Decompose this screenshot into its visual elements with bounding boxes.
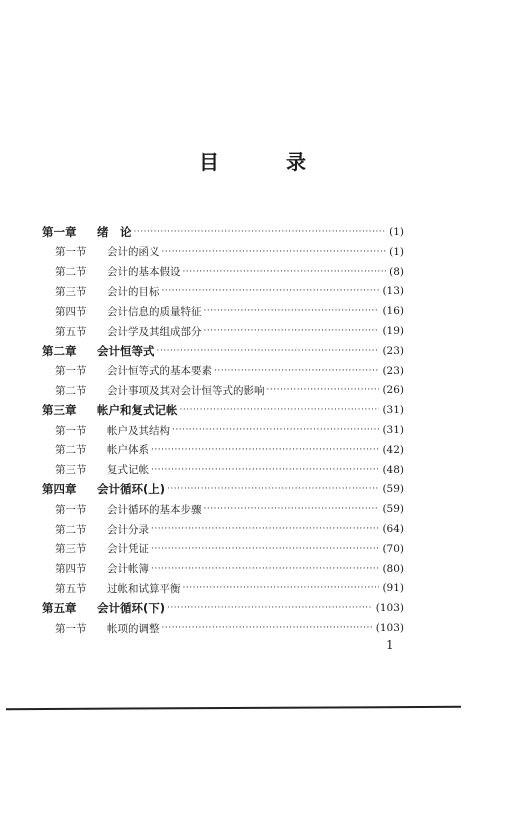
entry-number: 第二节 [55, 384, 87, 397]
entry-number: 第五节 [55, 325, 87, 338]
entry-number: 第五章 [42, 601, 77, 616]
entry-page: (31) [382, 424, 404, 436]
toc-section-entry [55, 321, 404, 341]
toc-section-entry [55, 301, 404, 321]
page-title: 目 录 [199, 150, 336, 174]
entry-title: 会计恒等式 [97, 343, 155, 358]
entry-title: 会计凭证 [107, 543, 149, 556]
entry-page: (8) [389, 265, 404, 278]
toc-section-entry [55, 559, 404, 579]
entry-page: (64) [382, 523, 404, 535]
dot-leader [180, 405, 380, 415]
entry-number: 第四章 [42, 482, 77, 497]
entry-page: (91) [382, 582, 404, 595]
entry-number: 第三节 [55, 543, 87, 556]
toc-section-entry [55, 281, 404, 301]
entry-number: 第一节 [55, 424, 87, 437]
toc-section-entry [55, 420, 404, 440]
toc-section-entry [55, 499, 404, 519]
entry-number: 第二节 [55, 444, 87, 457]
entry-page: (31) [382, 404, 404, 417]
entry-number: 第一章 [42, 225, 77, 239]
entry-title: 会计的函义 [107, 246, 160, 259]
entry-number: 第一节 [55, 503, 87, 516]
entry-title: 会计循环(上) [97, 482, 166, 497]
toc-chapter-entry [42, 400, 404, 420]
dot-leader [204, 306, 380, 316]
toc-section-entry [55, 242, 404, 262]
dot-leader [151, 544, 379, 554]
dot-leader [204, 326, 380, 336]
entry-page: (103) [375, 602, 404, 615]
entry-title: 会计恒等式的基本要素 [107, 365, 212, 378]
entry-title: 绪 论 [97, 225, 132, 239]
toc-section-entry [55, 460, 404, 480]
entry-title: 会计事项及其对会计恒等式的影响 [107, 384, 265, 397]
dot-leader [151, 445, 379, 455]
entry-title: 过帐和试算平衡 [107, 582, 181, 595]
entry-title: 会计学及其组成部分 [107, 325, 202, 338]
toc-section-entry [55, 380, 404, 400]
entry-title: 复式记帐 [107, 464, 149, 477]
entry-title: 会计的目标 [107, 285, 160, 298]
page-number: 1 [386, 638, 394, 652]
entry-number: 第一节 [55, 246, 87, 259]
toc-section-entry [55, 618, 404, 638]
toc-section-entry [55, 361, 404, 381]
entry-number: 第二章 [42, 343, 77, 358]
dot-leader [204, 504, 380, 514]
dot-leader [162, 623, 373, 633]
toc-section-entry [55, 262, 404, 282]
toc-section-entry [55, 440, 404, 460]
entry-title: 会计分录 [107, 523, 149, 536]
toc-section-entry [55, 519, 404, 539]
entry-page: (1) [389, 226, 404, 238]
entry-page: (1) [389, 245, 404, 258]
entry-number: 第四节 [55, 305, 87, 318]
toc-chapter-entry [42, 341, 404, 361]
toc-chapter-entry [42, 479, 404, 499]
entry-title: 帐户和复式记帐 [97, 403, 178, 418]
entry-title: 会计循环的基本步骤 [107, 503, 202, 516]
entry-page: (23) [382, 364, 404, 377]
entry-title: 会计循环(下) [97, 601, 166, 616]
entry-page: (103) [375, 622, 404, 634]
dot-leader [183, 267, 387, 277]
dot-leader [162, 247, 387, 257]
toc-section-entry [55, 578, 404, 598]
entry-page: (13) [382, 285, 404, 298]
entry-page: (19) [382, 325, 404, 337]
toc-chapter-entry [42, 222, 404, 242]
entry-number: 第二节 [55, 523, 87, 536]
entry-page: (48) [382, 463, 404, 476]
toc-chapter-entry [42, 598, 404, 618]
entry-page: (80) [382, 562, 404, 575]
entry-number: 第三节 [55, 464, 87, 477]
entry-page: (42) [382, 443, 404, 456]
entry-title: 帐户体系 [107, 444, 149, 457]
entry-page: (70) [382, 542, 404, 555]
entry-number: 第三章 [42, 403, 77, 418]
entry-title: 帐户及其结构 [107, 424, 170, 437]
entry-title: 帐项的调整 [107, 622, 160, 635]
entry-page: (23) [382, 344, 404, 357]
entry-page: (59) [382, 503, 404, 516]
entry-number: 第三节 [55, 285, 87, 298]
toc-section-entry [55, 539, 404, 559]
dot-leader [162, 286, 380, 296]
entry-page: (16) [382, 305, 404, 318]
dot-leader [214, 366, 379, 376]
dot-leader [167, 484, 379, 494]
entry-page: (59) [382, 483, 404, 496]
dot-leader [157, 346, 380, 356]
dot-leader [172, 425, 379, 435]
entry-title: 会计帐簿 [107, 563, 149, 576]
entry-number: 第二节 [55, 266, 87, 279]
dot-leader [167, 603, 373, 613]
dot-leader [183, 583, 380, 593]
dot-leader [151, 564, 379, 574]
entry-number: 第四节 [55, 563, 87, 576]
dot-leader [151, 465, 379, 475]
entry-number: 第一节 [55, 365, 87, 378]
entry-title: 会计信息的质量特征 [107, 305, 202, 318]
entry-number: 第一节 [55, 622, 87, 635]
entry-page: (26) [382, 384, 404, 397]
entry-title: 会计的基本假设 [107, 266, 181, 279]
dot-leader [134, 227, 387, 237]
dot-leader [267, 385, 380, 395]
entry-number: 第五节 [55, 582, 87, 595]
dot-leader [151, 524, 379, 534]
bottom-rule [6, 706, 461, 710]
